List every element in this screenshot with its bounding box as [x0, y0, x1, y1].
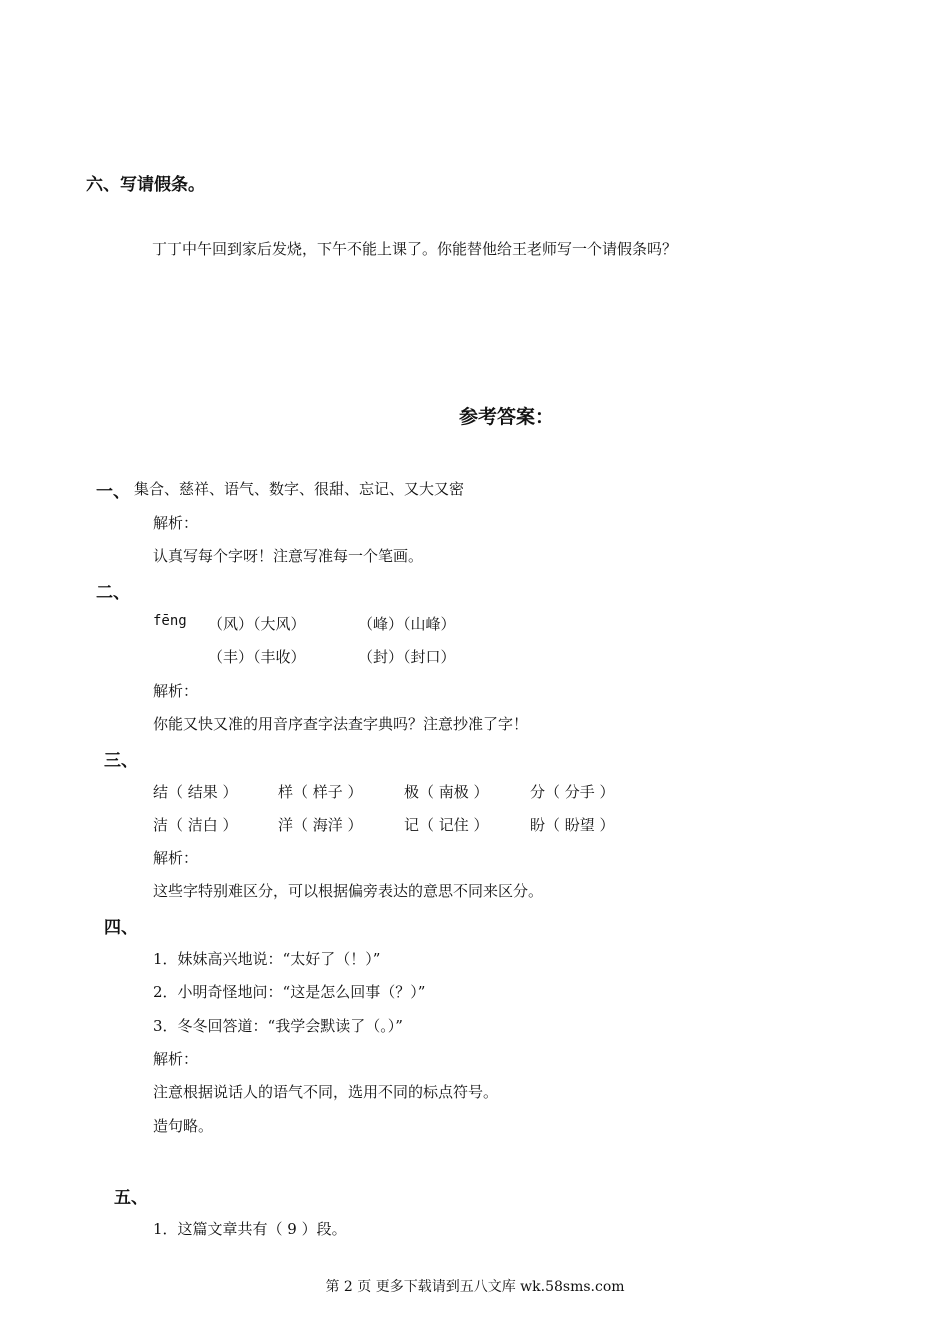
- answers-title: 参考答案：: [459, 406, 555, 428]
- answer-4-item-1: 1．妹妹高兴地说：“太好了（！）”: [153, 950, 381, 968]
- answer-3-row1-b: 样（ 样子 ）: [278, 783, 363, 801]
- answer-3-row1-d: 分（ 分手 ）: [530, 783, 615, 801]
- answer-4-note: 造句略。: [153, 1117, 214, 1135]
- answer-1-head: 一、: [96, 482, 130, 502]
- answer-2-row1-a: （风）（大风）: [208, 615, 306, 633]
- answer-1-analysis: 认真写每个字呀！注意写准每一个笔画。: [153, 547, 424, 565]
- answer-2-row2-b: （封）（封口）: [358, 648, 456, 666]
- answer-4-analysis-label: 解析：: [153, 1050, 199, 1068]
- section-6-prompt: 丁丁中午回到家后发烧，下午不能上课了。你能替他给王老师写一个请假条吗？: [152, 240, 678, 258]
- answer-3-row1-a: 结（ 结果 ）: [153, 783, 238, 801]
- answer-2-pinyin: fēng: [153, 613, 187, 629]
- answer-2-analysis-label: 解析：: [153, 682, 199, 700]
- answer-3-row2-c: 记（ 记住 ）: [404, 816, 489, 834]
- answer-3-analysis: 这些字特别难区分，可以根据偏旁表达的意思不同来区分。: [153, 882, 544, 900]
- answer-4-analysis: 注意根据说话人的语气不同，选用不同的标点符号。: [153, 1083, 499, 1101]
- answer-4-item-3: 3．冬冬回答道：“我学会默读了（。）”: [153, 1017, 403, 1035]
- answer-1-analysis-label: 解析：: [153, 514, 199, 532]
- answer-1-text: 集合、慈祥、语气、数字、很甜、忘记、又大又密: [134, 480, 465, 498]
- answer-2-analysis: 你能又快又准的用音序查字法查字典吗？注意抄准了字！: [153, 715, 529, 733]
- answer-4-item-2: 2．小明奇怪地问：“这是怎么回事（？）”: [153, 983, 426, 1001]
- answer-5-head: 五、: [114, 1188, 148, 1208]
- section-6-title: 六、写请假条。: [86, 175, 205, 195]
- answer-2-head: 二、: [96, 583, 130, 603]
- answer-4-head: 四、: [104, 918, 138, 938]
- answer-3-analysis-label: 解析：: [153, 849, 199, 867]
- answer-3-row2-a: 洁（ 洁白 ）: [153, 816, 238, 834]
- page-footer: 第 2 页 更多下载请到五八文库 wk.58sms.com: [325, 1279, 625, 1295]
- answer-3-row2-d: 盼（ 盼望 ）: [530, 816, 615, 834]
- answer-5-item-1: 1．这篇文章共有（ 9 ）段。: [153, 1220, 347, 1238]
- answer-3-row2-b: 洋（ 海洋 ）: [278, 816, 363, 834]
- answer-2-row1-b: （峰）（山峰）: [358, 615, 456, 633]
- answer-3-head: 三、: [104, 751, 138, 771]
- answer-2-row2-a: （丰）（丰收）: [208, 648, 306, 666]
- answer-3-row1-c: 极（ 南极 ）: [404, 783, 489, 801]
